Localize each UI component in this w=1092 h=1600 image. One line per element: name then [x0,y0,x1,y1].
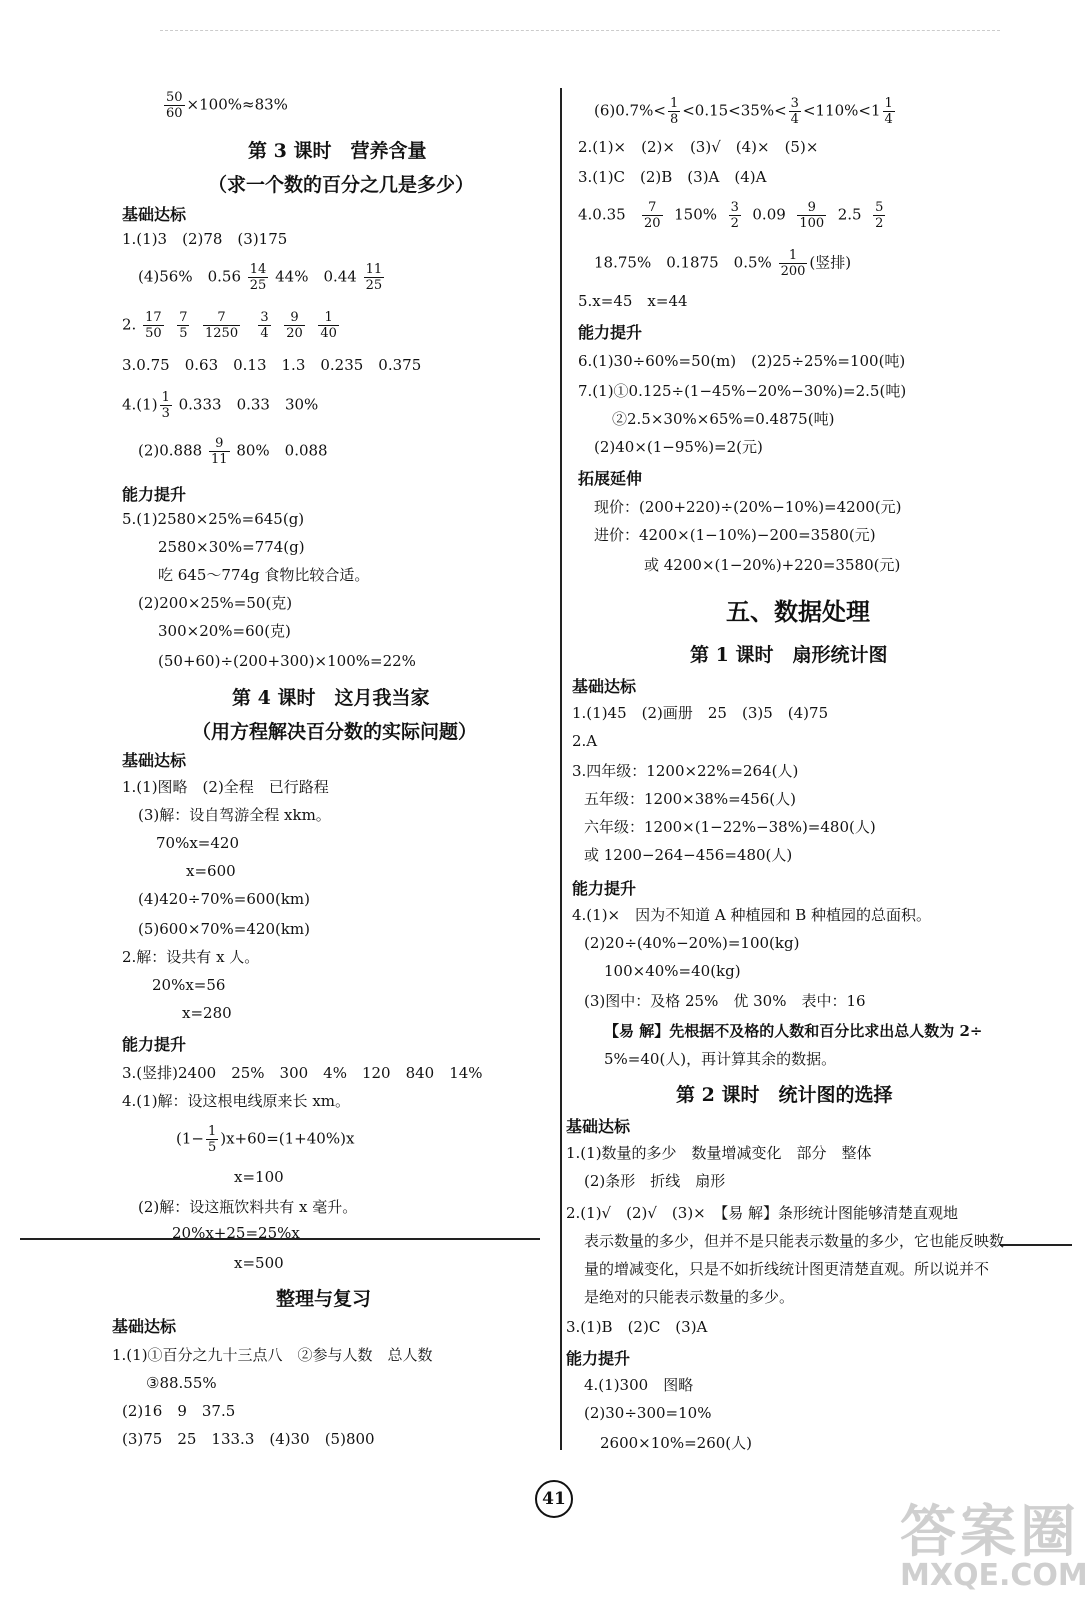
answer-line: (2)30÷300=10% [584,1404,712,1422]
answer-line: 2600×10%=260(人) [600,1434,752,1452]
answer-line: 1.(1)数量的多少 数量增减变化 部分 整体 [566,1144,872,1162]
answer-line: 表示数量的多少，但并不是只能表示数量的多少，它也能反映数 [584,1232,1005,1250]
section-heading: 能力提升 [566,1349,631,1368]
answer-line: 2580×30%=774(g) [158,538,305,556]
answer-line: 五年级：1200×38%=456(人) [584,790,796,808]
answer-line: 1.(1)3 (2)78 (3)175 [122,230,288,248]
answer-line: 2.A [572,732,598,750]
answer-line: 3.(1)B (2)C (3)A [566,1318,708,1336]
answer-line: (4)56% 0.56 $\frac{14}{25}$ 44% 0.44 $\frac{11}{25}$ [138,262,383,293]
answer-line: (5)600×70%=420(km) [138,920,311,938]
answer-line: x=600 [186,862,236,880]
answer-line: 7.(1)①0.125÷(1−45%−20%−30%)=2.5(吨) [578,382,907,400]
answer-line: 20%x+25=25%x [172,1224,300,1242]
tip-text: 【易 解】先根据不及格的人数和百分比求出总人数为 2÷ [604,1022,983,1040]
answer-line: 是绝对的只能表示数量的多少。 [584,1288,795,1306]
answer-line: 进价：4200×(1−10%)−200=3580(元) [594,526,876,544]
section-heading: 能力提升 [122,1035,187,1054]
answer-line: (2)16 9 37.5 [122,1402,236,1420]
answer-line: (3)解：设自驾游全程 xkm。 [138,806,331,824]
section-heading: 能力提升 [572,879,637,898]
page-number: 41 [535,1480,573,1518]
answer-line: (50+60)÷(200+300)×100%=22% [158,652,416,670]
section-heading: 拓展延伸 [578,469,643,488]
answer-line: 4.(1)解：设这根电线原来长 xm。 [122,1092,351,1110]
section-heading: 基础达标 [566,1117,631,1136]
answer-line: 3.0.75 0.63 0.13 1.3 0.235 0.375 [122,356,422,374]
section-heading: 基础达标 [572,677,637,696]
section-heading: 能力提升 [122,485,187,504]
section-heading: 基础达标 [122,205,187,224]
answer-line: 4.(1)× 因为不知道 A 种植园和 B 种植园的总面积。 [572,906,932,924]
answer-line: 100×40%=40(kg) [604,962,741,980]
answer-line: 1.(1)图略 (2)全程 已行路程 [122,778,329,796]
answer-line: 3.四年级：1200×22%=264(人) [572,762,799,780]
answer-line: 18.75% 0.1875 0.5% $\frac{1}{200}$ (竖排) [594,248,852,279]
answer-line: 20%x=56 [152,976,226,994]
lesson-title: 第 3 课时 营养含量 [248,140,427,162]
answer-line: 300×20%=60(克) [158,622,291,640]
section-heading: 基础达标 [112,1317,177,1336]
answer-line: 现价：(200+220)÷(20%−10%)=4200(元) [594,498,902,516]
answer-line: 2.(1)√ (2)√ (3)× 【易 解】条形统计图能够清楚直观地 [566,1204,959,1222]
top-scan-edge [160,30,1000,31]
lesson-subtitle: （用方程解决百分数的实际问题） [192,721,478,743]
answer-line: 1.(1)45 (2)画册 25 (3)5 (4)75 [572,704,829,722]
answer-line: 4.(1)300 图略 [584,1376,694,1394]
lesson-title: 第 2 课时 统计图的选择 [676,1084,893,1106]
answer-line: (3)图中：及格 25% 优 30% 表中：16 [584,992,866,1010]
answer-line: (3)75 25 133.3 (4)30 (5)800 [122,1430,375,1448]
answer-line: 六年级：1200×(1−22%−38%)=480(人) [584,818,876,836]
answer-line: (4)420÷70%=600(km) [138,890,311,908]
chapter-title: 五、数据处理 [726,597,870,626]
fold-line-right [1000,1244,1072,1246]
answer-line: 5.x=45 x=44 [578,292,688,310]
answer-line: 或 4200×(1−20%)+220=3580(元) [644,556,901,574]
lesson-title: 第 1 课时 扇形统计图 [690,644,888,666]
answer-line: 6.(1)30÷60%=50(m) (2)25÷25%=100(吨) [578,352,906,370]
answer-line: 吃 645～774g 食物比较合适。 [158,566,370,584]
section-heading: 基础达标 [122,751,187,770]
answer-line: x=280 [182,1004,232,1022]
watermark-logo: 答案圈 MXQE.COM [900,1500,1088,1593]
answer-line: ②2.5×30%×65%=0.4875(吨) [612,410,835,428]
answer-line: 4.(1) $\frac{1}{3}$ 0.333 0.33 30% [122,390,319,421]
lesson-subtitle: （求一个数的百分之几是多少） [208,174,475,196]
answer-line: 2.解：设共有 x 人。 [122,948,260,966]
answer-line: (2)40×(1−95%)=2(元) [594,438,763,456]
lesson-title: 第 4 课时 这月我当家 [232,687,430,709]
answer-line: (2)解：设这瓶饮料共有 x 毫升。 [138,1198,358,1216]
answer-line: (2)条形 折线 扇形 [584,1172,726,1190]
answer-line: 2.(1)× (2)× (3)√ (4)× (5)× [578,138,819,156]
answer-line: (2)20÷(40%−20%)=100(kg) [584,934,800,952]
answer-line: 3.(1)C (2)B (3)A (4)A [578,168,767,186]
answer-line: 70%x=420 [156,834,239,852]
answer-line: x=500 [234,1254,284,1272]
answer-line: 5.(1)2580×25%=645(g) [122,510,305,528]
answer-line: (2)0.888 $\frac{9}{11}$ 80% 0.088 [138,436,328,467]
answer-line: 1.(1)①百分之九十三点八 ②参与人数 总人数 [112,1346,433,1364]
answer-line: (6)0.7%< $\frac{1}{8}$ <0.15<35%< $\frac{3}{4}$ <110%<1 $\frac{1}{4}$ [594,96,893,127]
column-divider [560,88,562,1450]
answer-line: 3.(竖排)2400 25% 300 4% 120 840 14% [122,1064,483,1082]
answer-line: ③88.55% [146,1374,217,1392]
answer-line: 或 1200−264−456=480(人) [584,846,793,864]
answer-line: 4.0.35 $\frac{7}{20}$ 150% $\frac{3}{2}$ 0.09 $\frac{9}{100}$ 2.5 $\frac{5}{2}$ [578,200,884,231]
tip-text: 5%=40(人)，再计算其余的数据。 [604,1050,837,1068]
review-title: 整理与复习 [276,1288,372,1310]
section-heading: 能力提升 [578,323,643,342]
answer-line: 2. $\frac{17}{50}$ $\frac{7}{5}$ $\frac{7}{1250}$ $\frac{3}{4}$ $\frac{9}{20}$ $\frac{1}{40}$ [122,310,337,341]
answer-line: (2)200×25%=50(克) [138,594,293,612]
answer-line: (1− $\frac{1}{5}$ )x+60=(1+40%)x [176,1124,355,1155]
formula-line: $\frac{50}{60}$ ×100%≈83% [166,90,288,121]
answer-line: 量的增减变化，只是不如折线统计图更清楚直观。所以说并不 [584,1260,990,1278]
answer-line: x=100 [234,1168,284,1186]
